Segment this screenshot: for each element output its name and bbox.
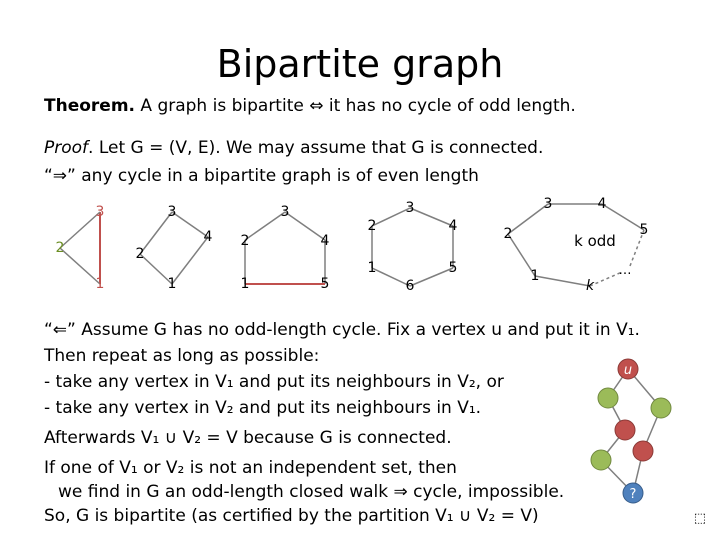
node-label: 5 xyxy=(320,276,330,292)
closed-walk-illustration xyxy=(585,355,685,515)
node-label: 2 xyxy=(55,240,65,256)
theorem-text: A graph is bipartite ⇔ it has no cycle of odd length. xyxy=(140,96,576,116)
page-number-glyph: ⬚ xyxy=(693,511,706,526)
backward-line-1: “⇐” Assume G has no odd-length cycle. Fix a vertex u and put it in V₁. xyxy=(44,320,640,340)
node-label: 5 xyxy=(448,260,458,276)
node-label: 2 xyxy=(135,246,145,262)
node-label: 4 xyxy=(203,229,213,245)
node-label: 4 xyxy=(597,196,607,212)
example-graph-4 xyxy=(368,200,458,294)
node-label: k xyxy=(585,278,595,294)
backward-line-2: Then repeat as long as possible: xyxy=(44,346,320,366)
node-label: 1 xyxy=(240,276,250,292)
odd-cycle-label: k odd xyxy=(574,232,616,250)
afterwards-line: Afterwards V₁ ∪ V₂ = V because G is connected. xyxy=(44,428,452,448)
proof-intro: . Let G = (V, E). We may assume that G is connected. xyxy=(88,138,544,158)
example-graph-3 xyxy=(241,204,330,292)
theorem-label: Theorem. xyxy=(44,96,135,116)
theorem-line xyxy=(44,96,576,116)
node-label: 4 xyxy=(320,233,330,249)
node-label: 3 xyxy=(280,204,290,220)
node-label: 6 xyxy=(405,278,415,294)
bullet-2: - take any vertex in V₂ and put its neighbours in V₁. xyxy=(44,398,482,418)
proof-intro-line xyxy=(44,138,543,158)
if-line-1: If one of V₁ or V₂ is not an independent set, then xyxy=(44,458,457,478)
node-label: 2 xyxy=(240,233,250,249)
example-graph-1 xyxy=(56,204,105,292)
example-graphs xyxy=(40,190,680,305)
node xyxy=(598,388,618,408)
bullet-1: - take any vertex in V₁ and put its neighbours in V₂, or xyxy=(44,372,504,392)
node xyxy=(633,441,653,461)
node xyxy=(651,398,671,418)
ellipsis: … xyxy=(618,263,632,278)
node-label: 1 xyxy=(167,276,177,292)
example-graph-2 xyxy=(136,204,213,292)
node-u-label: u xyxy=(623,363,633,378)
node-label: 1 xyxy=(95,276,105,292)
node-label: 3 xyxy=(95,204,105,220)
forward-direction: “⇒” any cycle in a bipartite graph is of even length xyxy=(44,166,479,186)
so-line: So, G is bipartite (as certified by the partition V₁ ∪ V₂ = V) xyxy=(44,506,539,526)
if-line-2: we find in G an odd-length closed walk ⇒ cycle, impossible. xyxy=(58,482,565,502)
node-label: 1 xyxy=(367,260,377,276)
proof-label: Proof xyxy=(44,138,89,158)
node-label: 3 xyxy=(405,200,415,216)
example-graph-odd xyxy=(504,196,649,294)
node-label: 1 xyxy=(530,268,540,284)
node xyxy=(615,420,635,440)
node xyxy=(591,450,611,470)
node-label: 2 xyxy=(503,226,513,242)
node-label: 4 xyxy=(448,218,458,234)
node-label: 3 xyxy=(543,196,553,212)
node-question-label: ? xyxy=(629,487,637,502)
node-label: 2 xyxy=(367,218,377,234)
slide-title: Bipartite graph xyxy=(216,42,504,86)
node-label: 3 xyxy=(167,204,177,220)
node-label: 5 xyxy=(639,222,649,238)
